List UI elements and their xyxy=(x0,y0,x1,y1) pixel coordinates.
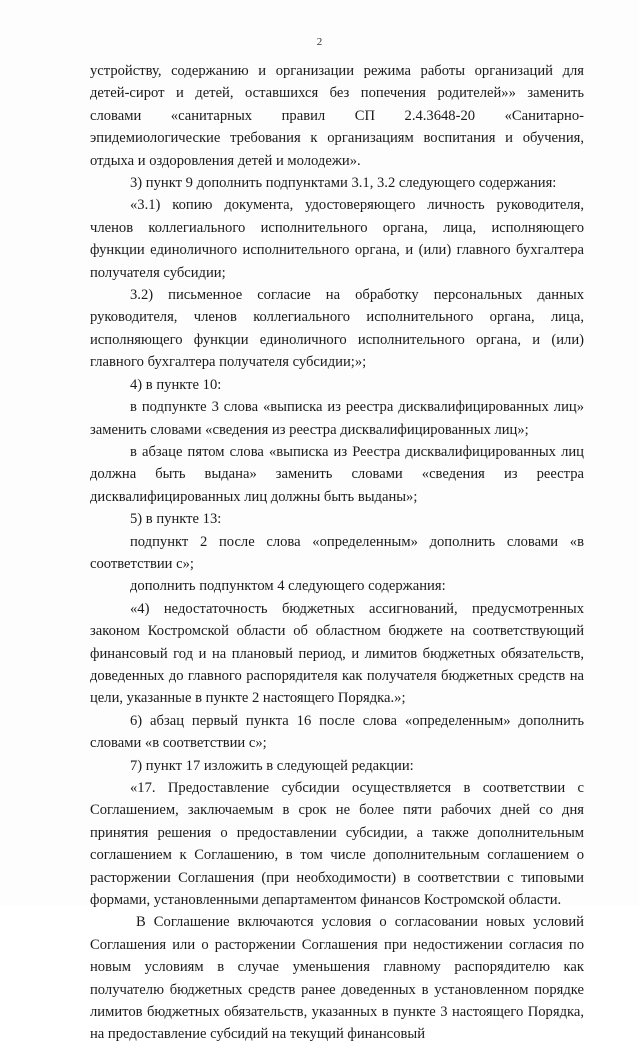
paragraph: «17. Предоставление субсидии осуществляется в соответствии с Соглашением, заключаемым в срок не более пяти рабочих дней со дня принятия решения о предоставлении субсидии, а также дополнительным соглашением к Соглашению, в том числе дополнительным соглашением о расторжении Соглашения (при необходимости) в соответствии с типовыми формами, установленными департаментом финансов Костромской области. xyxy=(90,780,584,909)
paragraph: 7) пункт 17 изложить в следующей редакции: xyxy=(130,757,414,774)
page-number: 2 xyxy=(316,36,323,48)
paragraph: в абзаце пятом слова «выписка из Реестра дисквалифицированных лиц должна быть выдана» заменить словами «сведения из реестра дисквалифицированных лиц должны быть выданы»; xyxy=(90,443,584,505)
paragraph: подпункт 2 после слова «определенным» дополнить словами «в соответствии с»; xyxy=(90,533,584,572)
paragraph: В Соглашение включаются условия о согласовании новых условий Соглашения или о расторжении Соглашения при недостижении согласия по новым условиям в случае уменьшения главному распорядителю как получателю бюджетных средств ранее доведенных в установленном порядке лимитов бюджетных обязательств, указанных в пункте 3 настоящего Порядка, на предоставление субсидий на текущий финансовый xyxy=(90,914,584,1043)
paragraph: «3.1) копию документа, удостоверяющего личность руководителя, членов коллегиального исполнительного органа, лица, исполняющего функции единоличного исполнительного органа, и (или) главного бухгалтера получателя субсидии; xyxy=(90,197,584,281)
paragraph: дополнить подпунктом 4 следующего содержания: xyxy=(130,578,446,595)
paragraph: в подпункте 3 слова «выписка из реестра дисквалифицированных лиц» заменить словами «сведения из реестра дисквалифицированных лиц»; xyxy=(90,399,584,438)
paragraph: 4) в пункте 10: xyxy=(130,376,222,393)
document-body xyxy=(90,60,584,1046)
paragraph: «4) недостаточность бюджетных ассигнований, предусмотренных законом Костромской области об областном бюджете на соответствующий финансовый год и на плановый период, и лимитов бюджетных обязательств, доведенных до главного распорядителя как получателя бюджетных средств на цели, указанные в пункте 2 настоящего Порядка.»; xyxy=(90,600,584,707)
paragraph: устройству, содержанию и организации режима работы организаций для детей-сирот и детей, оставшихся без попечения родителей»» заменить словами «санитарных правил СП 2.4.3648-20 «Санитарно-эпидемиологические требования к организациям воспитания и обучения, отдыха и оздоровления детей и молодежи». xyxy=(90,63,584,169)
paragraph: 3) пункт 9 дополнить подпунктами 3.1, 3.2 следующего содержания: xyxy=(130,175,557,192)
paragraph: 6) абзац первый пункта 16 после слова «определенным» дополнить словами «в соответствии с»; xyxy=(90,712,584,752)
paragraph: 3.2) письменное согласие на обработку персональных данных руководителя, членов коллегиального исполнительного органа, лица, исполняющего функции единоличного исполнительного органа, и (или) главного бухгалтера получателя субсидии;»; xyxy=(90,287,584,371)
paragraph: 5) в пункте 13: xyxy=(130,511,222,528)
